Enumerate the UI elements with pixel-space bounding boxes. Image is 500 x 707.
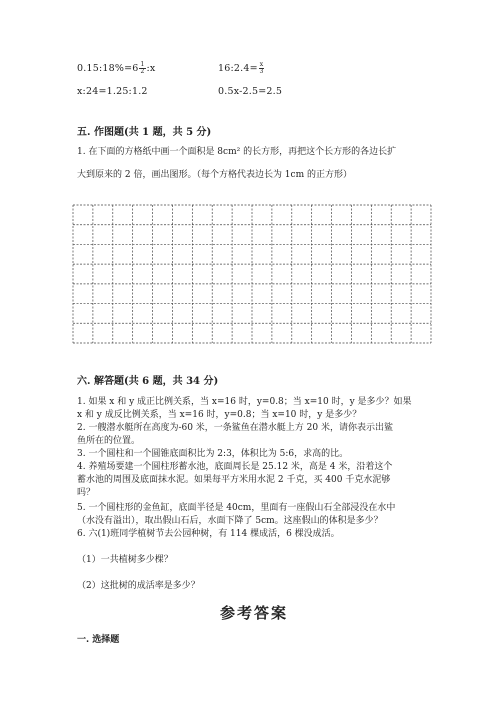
equation-4: 0.5x-2.5=2.5 (218, 86, 283, 97)
section-6-q5-line-2: （水没有溢出），取出假山石后，水面下降了 5cm。这座假山的体积是多少？ (77, 516, 383, 526)
section-6-q1-line-2: x 和 y 成反比例关系，当 x=16 时，y=0.8；当 x=10 时，y 是多少？ (77, 410, 362, 420)
equation-2-left: 16:2.4= (218, 63, 258, 74)
equation-2-fraction: $\frac{x}{3}$ (259, 61, 264, 75)
section-6-q4-line-2: 蓄水池的周围及底面抹水泥。如果每平方米用水泥 2 千克，买 400 千克水泥够 (77, 475, 391, 485)
answers-title: 参考答案 (220, 604, 289, 622)
section-6-q5-line-1: 5. 一个圆柱形的金鱼缸，底面半径是 40cm，里面有一座假山石全部浸没在水中 (77, 503, 396, 513)
section-6-q4-line-1: 4. 养殖场要建一个圆柱形蓄水池，底面周长是 25.12 米，高是 4 米，沿着这个 (77, 462, 393, 472)
section-5-question-1-line-2: 大到原来的 2 倍，画出图形。（每个方格代表边长为 1cm 的正方形） (77, 170, 352, 180)
equation-1 (77, 62, 155, 75)
section-5-question-1-line-1: 1. 在下面的方格纸中画一个面积是 8cm² 的长方形，再把这个长方形的各边长扩 (77, 147, 397, 157)
section-6-q1-line-1: 1. 如果 x 和 y 成正比例关系，当 x=16 时，y=0.8；当 x=10 时，y 是多少？如果 (77, 397, 412, 407)
section-6-title: 六. 解答题(共 6 题，共 34 分) (77, 376, 219, 387)
equation-1-left: 0.15:18%=6 (77, 63, 139, 74)
equation-3: x:24=1.25:1.2 (77, 86, 148, 97)
section-6-q4-line-3: 吗？ (77, 488, 96, 498)
section-6-q3: 3. 一个圆柱和一个圆锥底面积比为 2:3，体积比为 5:6，求高的比。 (77, 449, 349, 459)
section-6-q2-line-1: 2. 一艘潜水艇所在高度为-60 米，一条鲨鱼在潜水艇上方 20 米，请你表示出鲨 (77, 423, 393, 433)
answers-sub-title: 一. 选择题 (77, 635, 120, 645)
section-6-q6-sub-1: （1）一共植树多少棵？ (77, 555, 173, 565)
equation-1-right: :x (146, 63, 156, 74)
equation-2 (218, 62, 265, 75)
section-5-title: 五. 作图题(共 1 题，共 5 分) (77, 127, 212, 138)
equation-1-fraction: $\frac{1}{2}$ (140, 61, 145, 75)
grid-paper (72, 204, 432, 344)
section-6-q6-sub-2: （2）这批树的成活率是多少？ (77, 581, 200, 591)
section-6-q6: 6. 六(1)班同学植树节去公园种树，有 114 棵成活，6 棵没成活。 (77, 529, 340, 539)
section-6-q2-line-2: 鱼所在的位置。 (77, 436, 141, 446)
